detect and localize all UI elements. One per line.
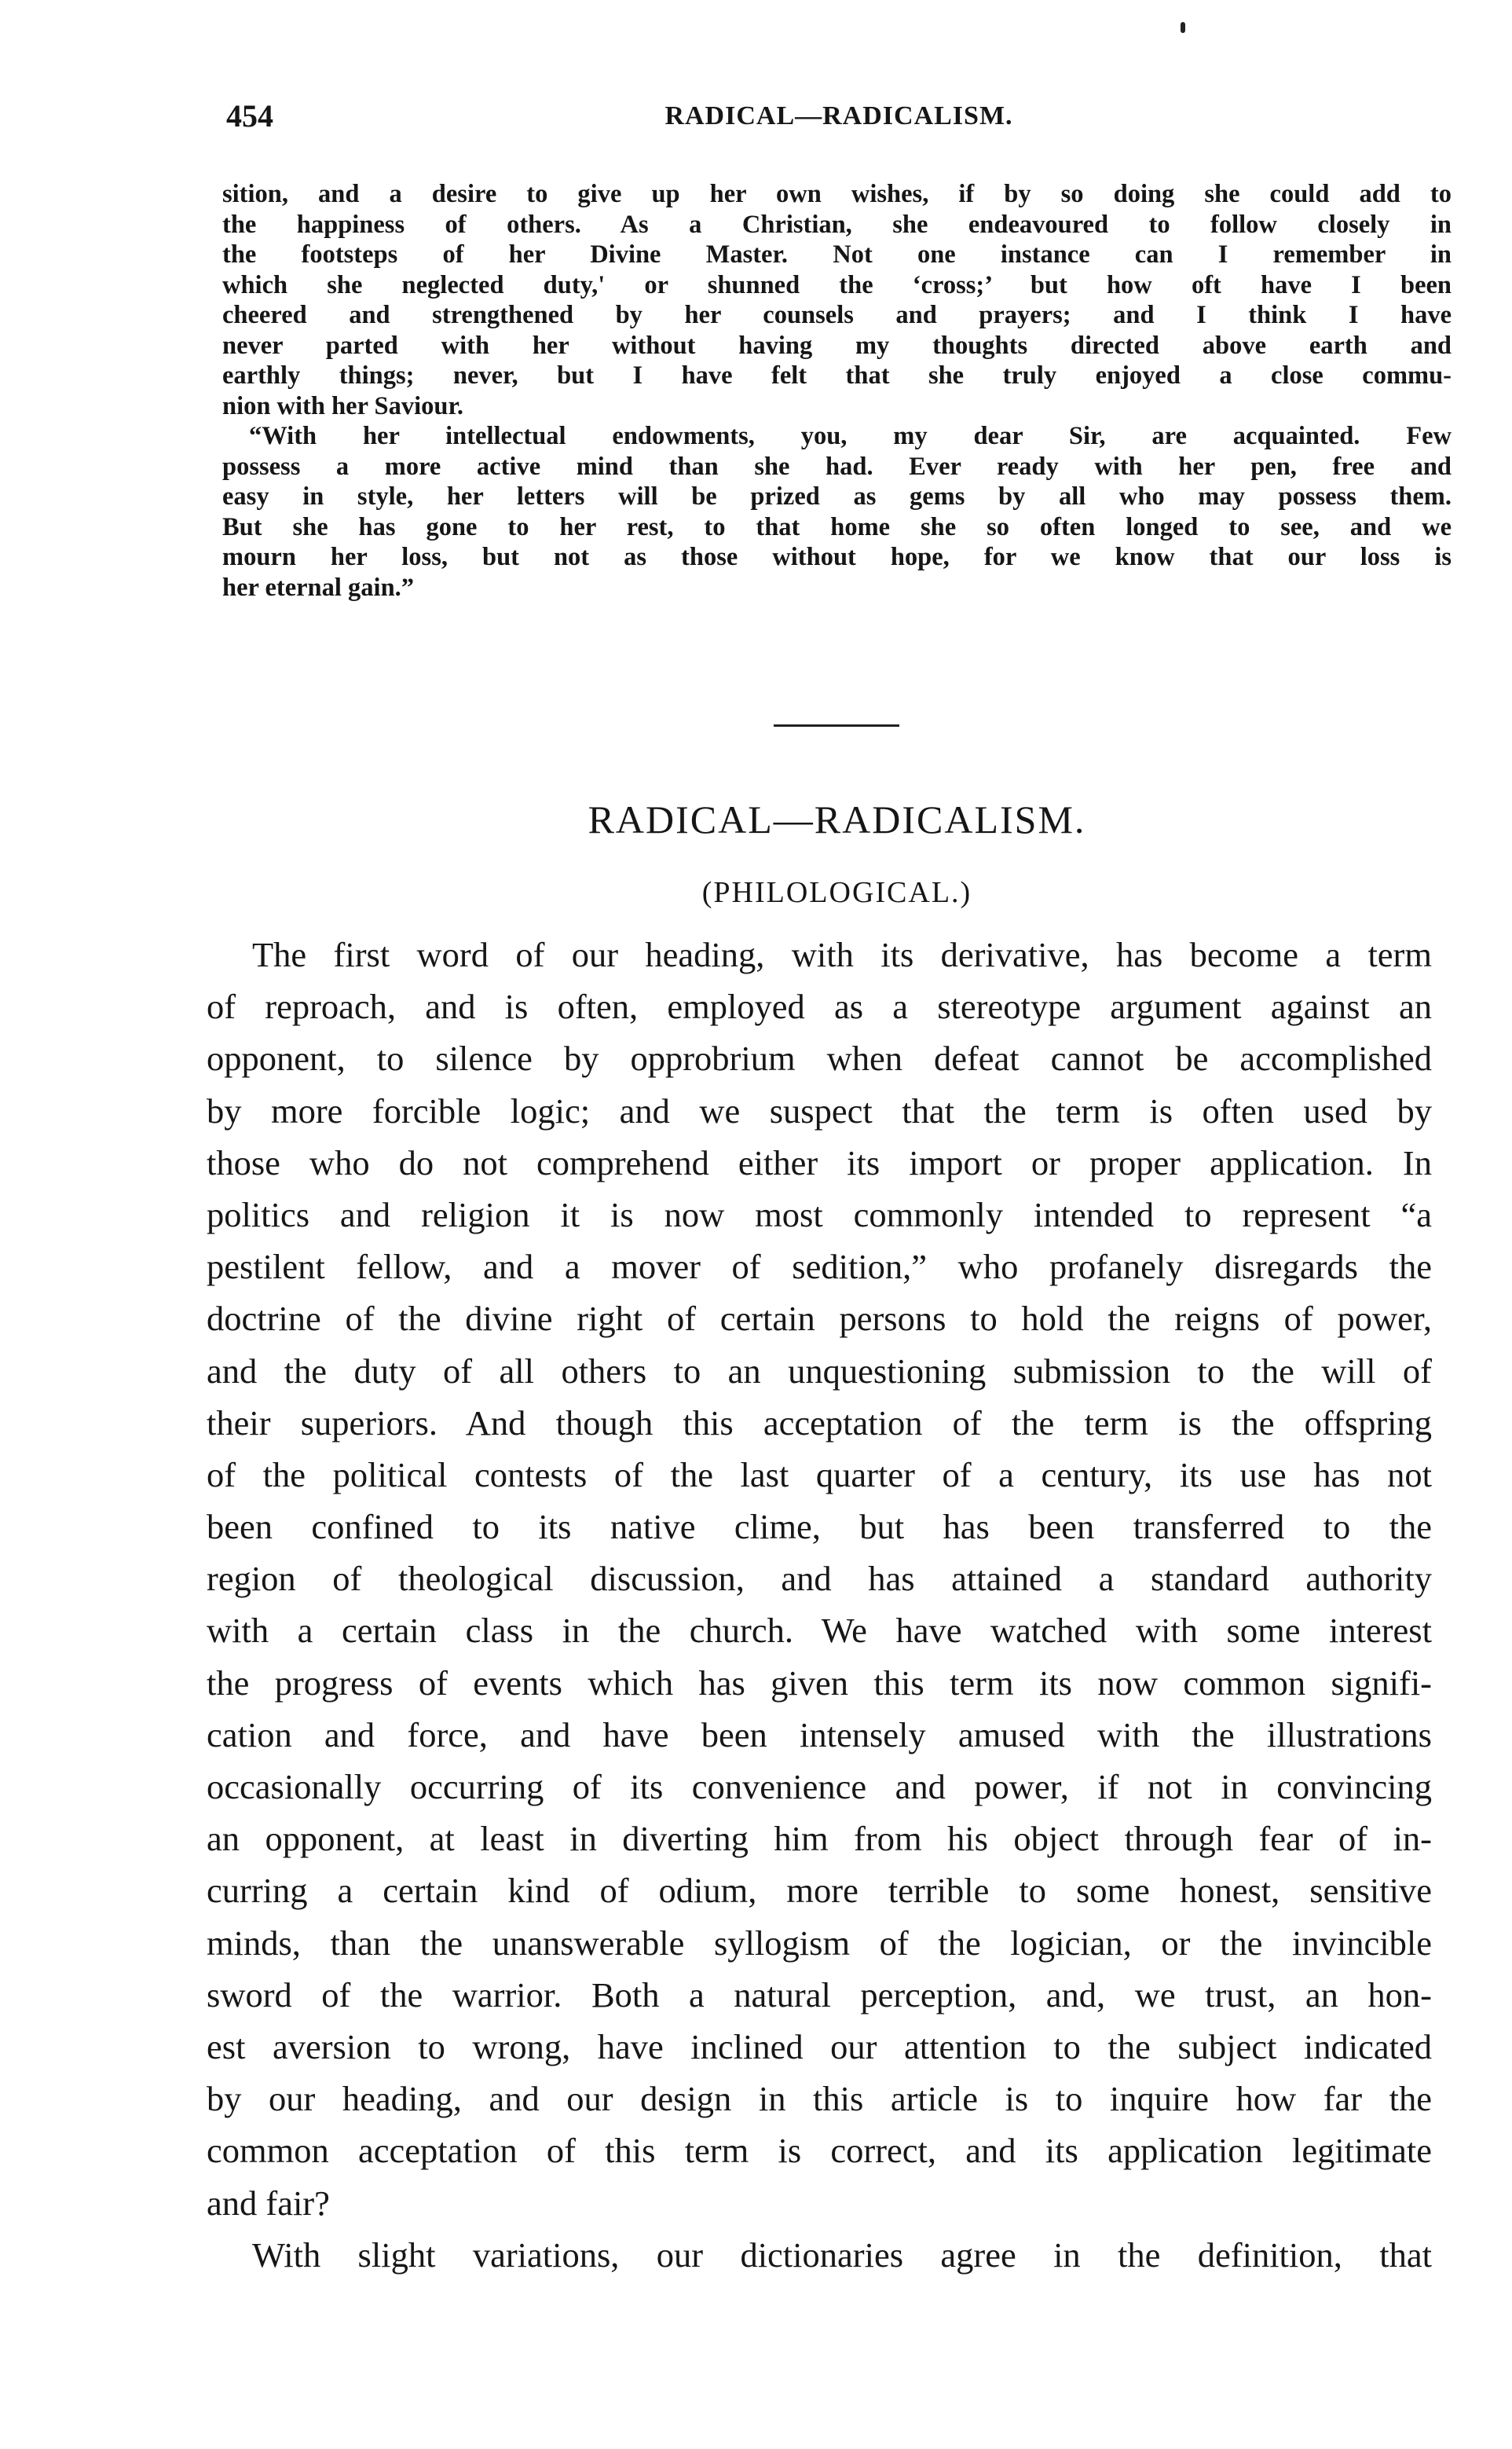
text-line: her eternal gain.”	[222, 573, 415, 602]
previous-article-text	[222, 179, 1452, 603]
text-line: mourn her loss, but not as those without hope, for we know that our loss is	[222, 543, 1452, 571]
text-line: occasionally occurring of its convenience and power, if not in convincing	[207, 1767, 1432, 1806]
text-line: cation and force, and have been intensely amused with the illustrations	[207, 1714, 1432, 1754]
text-line: of reproach, and is often, employed as a stereotype argument against an	[207, 987, 1432, 1027]
text-line: But she has gone to her rest, to that home she so often longed to see, and we	[222, 512, 1452, 541]
text-line: easy in style, her letters will be prized as gems by all who may possess them.	[222, 482, 1452, 511]
text-line: The first word of our heading, with its derivative, has become a term	[252, 935, 1432, 974]
text-line: by our heading, and our design in this article is to inquire how far the	[207, 2079, 1432, 2119]
article-body	[207, 929, 1432, 2281]
text-line: never parted with her without having my thoughts directed above earth and	[222, 331, 1452, 360]
text-line: which she neglected duty,' or shunned the ‘cross;’ but how oft have I been	[222, 270, 1452, 299]
text-line: those who do not comprehend either its import or proper application. In	[207, 1142, 1432, 1182]
text-line: an opponent, at least in diverting him from his object through fear of in-	[207, 1819, 1432, 1859]
page-number: 454	[226, 98, 273, 134]
article-title: RADICAL—RADICALISM.	[588, 797, 1086, 841]
text-line: region of theological discussion, and has attained a standard authority	[207, 1559, 1432, 1599]
text-line: the happiness of others. As a Christian, she endeavoured to follow closely in	[222, 210, 1452, 239]
text-line: politics and religion it is now most commonly intended to represent “a	[207, 1194, 1432, 1234]
running-title: RADICAL—RADICALISM.	[664, 101, 1013, 130]
text-line: their superiors. And though this acceptation of the term is the offspring	[207, 1402, 1432, 1443]
text-line: With slight variations, our dictionaries agree in the definition, that	[252, 2235, 1432, 2275]
text-line: opponent, to silence by opprobrium when defeat cannot be accomplished	[207, 1039, 1432, 1079]
running-head	[226, 93, 1452, 140]
text-line: been confined to its native clime, but has been transferred to the	[207, 1507, 1432, 1547]
text-line: “With her intellectual endowments, you, my dear Sir, are acquainted. Few	[249, 422, 1452, 450]
text-line: common acceptation of this term is correct, and its application legitimate	[207, 2131, 1432, 2171]
text-line: minds, than the unanswerable syllogism of the logician, or the invincible	[207, 1923, 1432, 1963]
ink-speck	[1181, 22, 1185, 33]
text-line: curring a certain kind of odium, more terrible to some honest, sensitive	[207, 1871, 1432, 1911]
text-line: the footsteps of her Divine Master. Not one instance can I remember in	[222, 240, 1452, 269]
text-line: nion with her Saviour.	[222, 391, 464, 420]
text-line: the progress of events which has given this term its now common signifi-	[207, 1663, 1432, 1703]
text-line: earthly things; never, but I have felt that she truly enjoyed a close commu-	[222, 361, 1452, 390]
text-line: cheered and strengthened by her counsels and prayers; and I think I have	[222, 301, 1452, 329]
text-line: and fair?	[207, 2183, 330, 2223]
text-line: doctrine of the divine right of certain persons to hold the reigns of power,	[207, 1299, 1432, 1339]
section-divider	[774, 724, 899, 727]
text-line: pestilent fellow, and a mover of sedition,” who profanely disregards the	[207, 1247, 1432, 1287]
text-line: and the duty of all others to an unquestioning submission to the will of	[207, 1351, 1432, 1391]
article-subtitle: (PHILOLOGICAL.)	[701, 876, 972, 909]
text-line: by more forcible logic; and we suspect that the term is often used by	[207, 1091, 1432, 1131]
text-line: est aversion to wrong, have inclined our attention to the subject indicated	[207, 2026, 1432, 2066]
text-line: sition, and a desire to give up her own wishes, if by so doing she could add to	[222, 180, 1452, 208]
text-line: of the political contests of the last quarter of a century, its use has not	[207, 1454, 1432, 1494]
text-line: with a certain class in the church. We have watched with some interest	[207, 1611, 1432, 1651]
text-line: sword of the warrior. Both a natural perception, and, we trust, an hon-	[207, 1974, 1432, 2015]
text-line: possess a more active mind than she had. Ever ready with her pen, free and	[222, 452, 1452, 481]
